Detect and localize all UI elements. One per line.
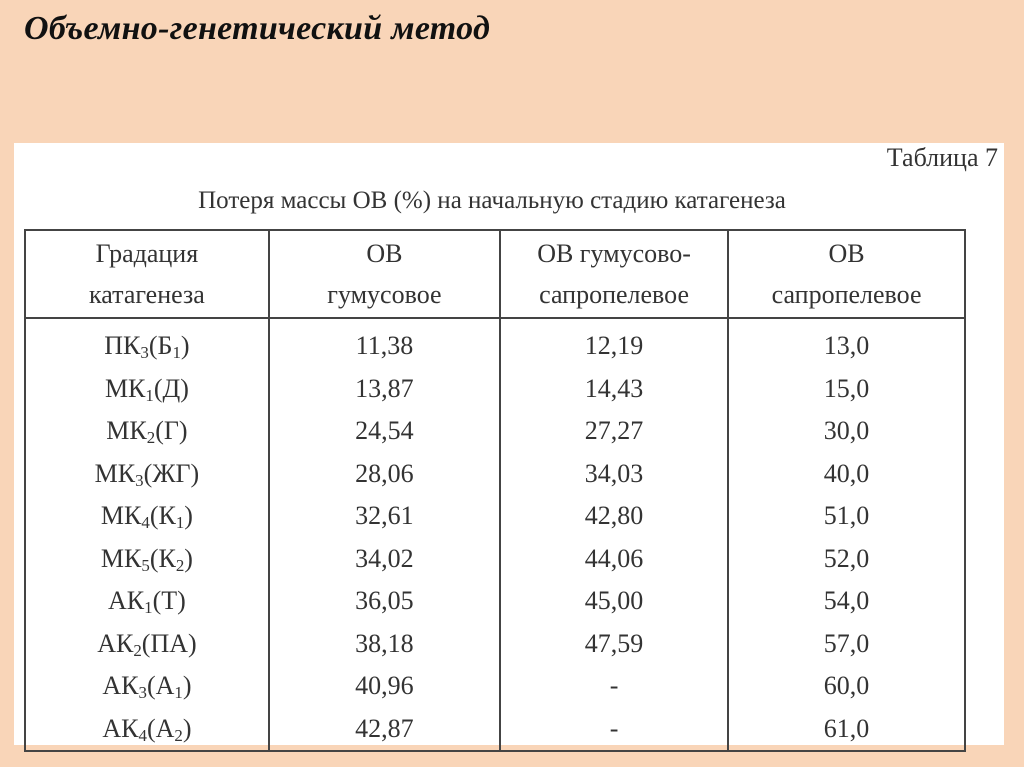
humus-value: 36,05 [269,580,500,623]
humus-sapropel-value: 45,00 [500,580,728,623]
header-line: ОВ гумусово- [537,239,691,268]
humus-sapropel-value: 12,19 [500,318,728,368]
header-line: сапропелевое [539,280,689,309]
grade-cell [25,538,269,581]
sapropel-value: 61,0 [728,708,965,752]
grade-suffix: ) [182,671,192,701]
humus-sapropel-value: 14,43 [500,368,728,411]
header-humus [269,230,500,318]
grade-subscript: 1 [144,598,153,618]
sapropel-value: 51,0 [728,495,965,538]
grade-cell [25,580,269,623]
grade-suffix: ) [180,331,190,361]
grade-middle: (Г) [155,416,188,446]
grade-suffix: ) [184,501,193,531]
grade-cell [25,410,269,453]
grade-cell [25,623,269,666]
humus-value: 40,96 [269,665,500,708]
humus-value: 28,06 [269,453,500,496]
humus-value: 11,38 [269,318,500,368]
grade-subscript-2: 1 [175,513,185,533]
sapropel-value: 60,0 [728,665,965,708]
grade-subscript: 2 [146,428,156,448]
grade-subscript: 4 [138,725,147,745]
table-row [25,453,965,496]
grade-subscript: 3 [135,470,144,490]
table-row [25,318,965,368]
grade-subscript: 3 [138,683,147,703]
grade-cell [25,453,269,496]
grade-cell [25,708,269,752]
grade-cell [25,495,269,538]
sapropel-value: 57,0 [728,623,965,666]
grade-subscript: 5 [141,555,150,575]
humus-value: 34,02 [269,538,500,581]
grade-suffix: ) [184,543,193,573]
grade-prefix: АК [102,713,139,743]
grade-subscript: 3 [140,343,149,363]
humus-sapropel-value: 42,80 [500,495,728,538]
grade-prefix: МК [94,458,136,488]
table-header-row [25,230,965,318]
grade-subscript-2: 2 [175,555,185,575]
grade-subscript: 2 [133,640,142,660]
grade-middle: (Б [148,331,173,361]
grade-cell [25,318,269,368]
sapropel-value: 40,0 [728,453,965,496]
humus-sapropel-value: 47,59 [500,623,728,666]
humus-value: 42,87 [269,708,500,752]
header-line: Градация [95,239,199,268]
header-sapropel [728,230,965,318]
humus-sapropel-value: 27,27 [500,410,728,453]
table-row [25,538,965,581]
sapropel-value: 13,0 [728,318,965,368]
humus-sapropel-value: - [500,708,728,752]
grade-middle: (ПА) [141,628,197,658]
catagenesis-table [24,229,966,752]
grade-middle: (К [149,543,176,573]
table-row [25,495,965,538]
humus-sapropel-value: 44,06 [500,538,728,581]
slide-title: Объемно-генетический метод [24,10,491,47]
grade-prefix: МК [100,501,142,531]
grade-prefix: АК [108,586,145,616]
grade-middle: (ЖГ) [143,458,200,488]
grade-cell [25,368,269,411]
header-line: ОВ [366,239,403,268]
humus-value: 32,61 [269,495,500,538]
grade-subscript-2: 1 [172,343,181,363]
grade-subscript: 4 [141,513,150,533]
humus-value: 13,87 [269,368,500,411]
grade-subscript-2: 1 [174,683,183,703]
humus-value: 38,18 [269,623,500,666]
table-sheet [14,143,1004,745]
grade-prefix: МК [100,543,142,573]
grade-subscript: 1 [145,385,154,405]
table-row [25,410,965,453]
header-grade [25,230,269,318]
humus-value: 24,54 [269,410,500,453]
grade-middle: (К [149,501,176,531]
table-row [25,368,965,411]
grade-middle: (Д) [153,373,189,403]
grade-prefix: АК [97,628,134,658]
table-row [25,665,965,708]
header-humus-sapropel [500,230,728,318]
table-row [25,623,965,666]
humus-sapropel-value: - [500,665,728,708]
grade-prefix: МК [106,416,147,446]
grade-middle: (А [146,671,175,701]
grade-prefix: АК [102,671,139,701]
humus-sapropel-value: 34,03 [500,453,728,496]
header-line: ОВ [828,239,865,268]
grade-suffix: ) [182,713,192,743]
header-line: сапропелевое [771,280,922,309]
table-row [25,708,965,752]
header-line: гумусовое [327,280,442,309]
sapropel-value: 30,0 [728,410,965,453]
grade-middle: (А [146,713,175,743]
sapropel-value: 54,0 [728,580,965,623]
sapropel-value: 52,0 [728,538,965,581]
header-line: катагенеза [89,280,205,309]
grade-prefix: МК [104,373,146,403]
table-number: Таблица 7 [886,143,998,172]
grade-prefix: ПК [104,331,141,361]
sapropel-value: 15,0 [728,368,965,411]
table-caption: Потеря массы ОВ (%) на начальную стадию катагенеза [198,187,786,214]
grade-cell [25,665,269,708]
grade-subscript-2: 2 [174,725,183,745]
table-row [25,580,965,623]
grade-middle: (Т) [152,586,186,616]
